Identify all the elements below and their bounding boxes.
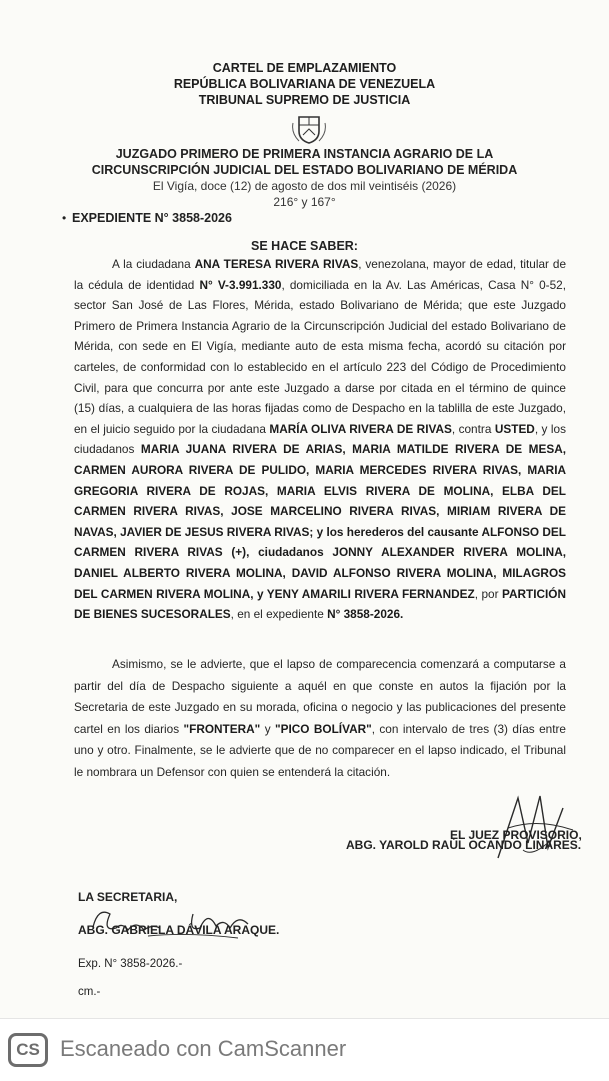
secretary-name: ABG. GABRIELA DÁVILA ARAQUE. [78,923,280,937]
expediente-footer: Exp. N° 3858-2026.- [78,958,183,970]
camscanner-logo-icon: CS [8,1033,48,1067]
judge-title: EL JUEZ PROVISORIO, [450,828,582,842]
coat-of-arms-icon [289,113,329,145]
secretary-title: LA SECRETARIA, [78,890,178,904]
court-name-line1: JUZGADO PRIMERO DE PRIMERA INSTANCIA AGRARIO DE LA [115,147,494,161]
warning-paragraph: Asimismo, se le advierte, que el lapso de comparecencia comenzará a computarse a partir del día de Despacho siguiente a aquél en que conste en autos la fijación por la Secretaria de este Juzgado en su morada, oficina o negocio y las publicaciones del presente cartel en los diarios "FRONTERA" y "PICO BOLÍVAR", con intervalo de tres (3) días entre uno y otro. Finalmente, se le advierte que de no comparecer en el lapso indicado, el Tribunal le nombrara un Defensor con quien se entenderá la citación. [74,657,566,779]
judge-name: ABG. YAROLD RAÚL OCANDO LINARES. [346,838,582,852]
summons-paragraph: A la ciudadana ANA TERESA RIVERA RIVAS, venezolana, mayor de edad, titular de la cédula de identidad N° V-3.991.330, domiciliada en la Av. Las Américas, Casa N° 0-52, sector San José de Las Flores, Mérida, estado Bolivariano de Mérida; que este Juzgado Primero de Primera Instancia Agrario de la Circunscripción Judicial del estado Bolivariano de Mérida, con sede en El Vigía, mediante auto de esta misma fecha, acordó su citación por carteles, de conformidad con lo establecido en el artículo 223 del Código de Procedimiento Civil, para que concurra por ante este Juzgado a darse por citada en el término de quince (15) días, a cualquiera de las horas fijadas como de Despacho en la tablilla de este Juzgado, en el juicio seguido por la ciudadana MARÍA OLIVA RIVERA DE RIVAS, contra USTED, y los ciudadanos MARIA JUANA RIVERA DE ARIAS, MARIA MATILDE RIVERA DE MESA, CARMEN AURORA RIVERA DE PULIDO, MARIA MERCEDES RIVERA RIVAS, MARIA GREGORIA RIVERA DE ROJAS, MARIA ELVIS RIVERA DE MOLINA, ELBA DEL CARMEN RIVERA RIVAS, JOSE MARCELINO RIVERA RIVAS, MIRIAM RIVERA DE NAVAS, JAVIER DE JESUS RIVERA RIVAS; y los herederos del causante ALFONSO DEL CARMEN RIVERA RIVAS (+), ciudadanos JONNY ALEXANDER RIVERA MOLINA, DANIEL ALBERTO RIVERA MOLINA, DAVID ALFONSO RIVERA MOLINA, MILAGROS DEL CARMEN RIVERA MOLINA, y YENY AMARILI RIVERA FERNANDEZ, por PARTICIÓN DE BIENES SUCESORALES, en el expediente N° 3858-2026. [74,257,567,622]
cartel-title: CARTEL DE EMPLAZAMIENTO [212,61,397,75]
se-hace-saber-heading: SE HACE SABER: [251,239,358,253]
camscanner-label: Escaneado con CamScanner [60,1036,347,1061]
country-name: REPÚBLICA BOLIVARIANA DE VENEZUELA [173,77,436,91]
court-name-line2: CIRCUNSCRIPCIÓN JUDICIAL DEL ESTADO BOLIVARIANO DE MÉRIDA [91,163,518,177]
date-line: El Vigía, doce (12) de agosto de dos mil veintiséis (2026) [152,179,457,193]
tribunal-name: TRIBUNAL SUPREMO DE JUSTICIA [198,93,411,107]
initials: cm.- [78,986,101,998]
bullet-mark: • [62,211,67,225]
scanner-watermark-bar [0,1018,609,1081]
expediente-number: EXPEDIENTE N° 3858-2026 [72,211,232,225]
folio-years: 216° y 167° [273,195,336,209]
